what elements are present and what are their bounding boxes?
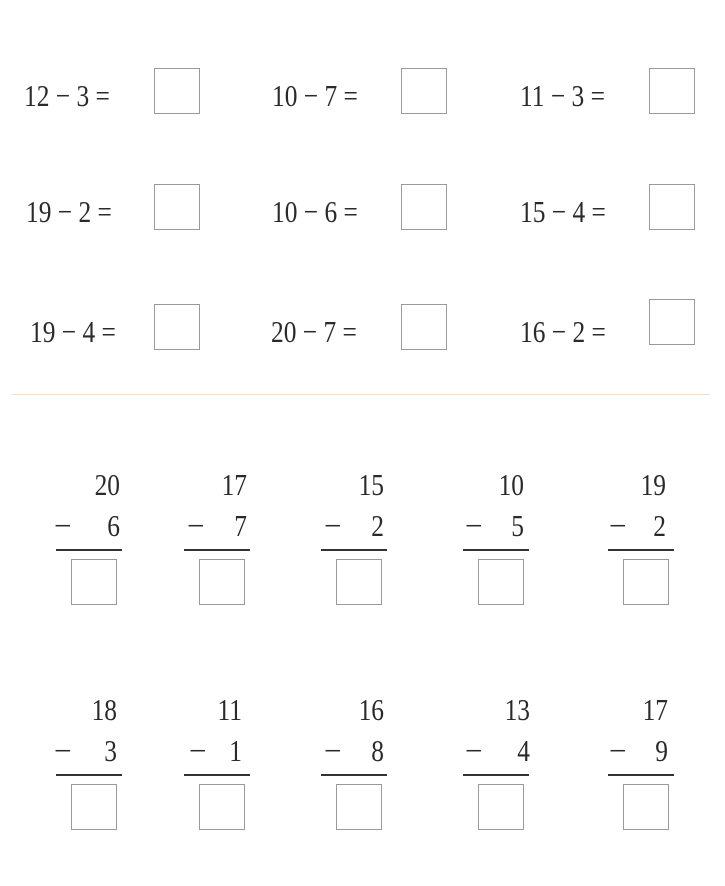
section-divider (12, 394, 710, 395)
sum-line (463, 774, 529, 776)
answer-box[interactable] (154, 304, 200, 350)
minuend: 17 (642, 692, 668, 727)
equation-text: 12 − 3 = (24, 78, 110, 113)
minuend: 19 (640, 467, 666, 502)
minus-sign: − (465, 508, 483, 543)
minuend: 11 (217, 692, 242, 727)
answer-box[interactable] (336, 559, 382, 605)
equation-text: 19 − 2 = (26, 194, 112, 229)
sum-line (608, 549, 674, 551)
sum-line (608, 774, 674, 776)
sum-line (321, 774, 387, 776)
answer-box[interactable] (154, 68, 200, 114)
answer-box[interactable] (401, 184, 447, 230)
answer-box[interactable] (336, 784, 382, 830)
sum-line (56, 549, 122, 551)
minuend: 10 (498, 467, 524, 502)
subtrahend: 5 (511, 508, 524, 543)
subtrahend: 8 (371, 733, 384, 768)
minus-sign: − (324, 508, 342, 543)
sum-line (56, 774, 122, 776)
subtrahend: 9 (655, 733, 668, 768)
minuend: 17 (221, 467, 247, 502)
answer-box[interactable] (649, 299, 695, 345)
sum-line (321, 549, 387, 551)
answer-box[interactable] (71, 784, 117, 830)
minus-sign: − (54, 508, 72, 543)
answer-box[interactable] (478, 559, 524, 605)
minuend: 18 (91, 692, 117, 727)
answer-box[interactable] (478, 784, 524, 830)
equation-text: 10 − 6 = (272, 194, 358, 229)
answer-box[interactable] (623, 784, 669, 830)
answer-box[interactable] (401, 304, 447, 350)
equation-text: 20 − 7 = (271, 314, 357, 349)
answer-box[interactable] (199, 559, 245, 605)
subtrahend: 2 (653, 508, 666, 543)
minuend: 20 (94, 467, 120, 502)
answer-box[interactable] (649, 184, 695, 230)
minus-sign: − (609, 733, 627, 768)
equation-text: 10 − 7 = (272, 78, 358, 113)
answer-box[interactable] (154, 184, 200, 230)
subtrahend: 1 (229, 733, 242, 768)
answer-box[interactable] (71, 559, 117, 605)
answer-box[interactable] (623, 559, 669, 605)
equation-text: 16 − 2 = (520, 314, 606, 349)
minus-sign: − (187, 508, 205, 543)
minus-sign: − (465, 733, 483, 768)
sum-line (184, 774, 250, 776)
answer-box[interactable] (649, 68, 695, 114)
sum-line (184, 549, 250, 551)
minuend: 13 (504, 692, 530, 727)
subtrahend: 6 (107, 508, 120, 543)
subtrahend: 7 (234, 508, 247, 543)
minus-sign: − (54, 733, 72, 768)
subtrahend: 3 (104, 733, 117, 768)
answer-box[interactable] (199, 784, 245, 830)
equation-text: 15 − 4 = (520, 194, 606, 229)
equation-text: 11 − 3 = (520, 78, 605, 113)
sum-line (463, 549, 529, 551)
minus-sign: − (324, 733, 342, 768)
minuend: 15 (358, 467, 384, 502)
minus-sign: − (189, 733, 207, 768)
minuend: 16 (358, 692, 384, 727)
subtrahend: 2 (371, 508, 384, 543)
subtrahend: 4 (517, 733, 530, 768)
answer-box[interactable] (401, 68, 447, 114)
minus-sign: − (609, 508, 627, 543)
equation-text: 19 − 4 = (30, 314, 116, 349)
